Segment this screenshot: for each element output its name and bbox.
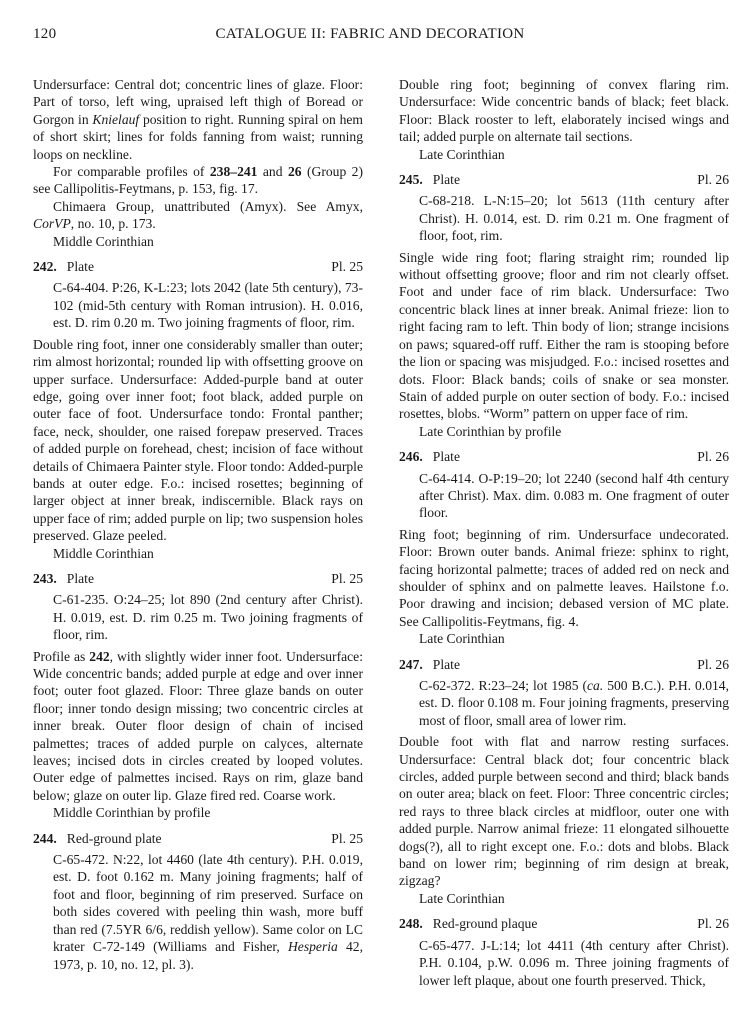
- entry-247-attribution: Late Corinthian: [419, 890, 505, 906]
- entry-title: Red-ground plate: [66, 830, 162, 846]
- entry-248-meta: C-65-477. J-L:14; lot 4411 (4th century after Christ). P.H. 0.104, p.W. 0.096 m. Three joining fragments of lower left plaque, about one fourth preserved. Thick,: [419, 937, 729, 988]
- entry-title: Plate: [66, 259, 94, 275]
- left-column: [33, 76, 363, 973]
- entry-246-heading: [399, 448, 729, 465]
- plate-reference: Pl. 25: [331, 570, 363, 586]
- entry-243-meta: C-61-235. O:24–25; lot 890 (2nd century after Christ). H. 0.019, est. D. rim 0.25 m. Two joining fragments of floor, rim.: [53, 592, 363, 643]
- entry-248-heading: [399, 915, 729, 932]
- entry-244-description: Double ring foot; beginning of convex flaring rim. Undersurface: Wide concentric bands of black; feet black. Floor: Black rooster to left, elaborately incised wings and tail; added purple on alternate tail sections.: [399, 77, 729, 145]
- entry-title: Plate: [432, 172, 460, 188]
- page-number: 120: [33, 26, 57, 42]
- running-title: CATALOGUE II: FABRIC AND DECORATION: [215, 26, 525, 42]
- entry-242-heading: [33, 258, 363, 275]
- entry-244-heading: [33, 830, 363, 847]
- entry-number: 244.: [33, 830, 57, 846]
- plate-reference: Pl. 26: [697, 656, 729, 672]
- running-header: [33, 26, 707, 48]
- entry-number: 246.: [399, 449, 423, 465]
- entry-247-description: Double foot with flat and narrow resting surfaces. Undersurface: Central black dot; four concentric black circles, added purple between second and third; black bands on outer area; black on feet. Floor: Three concentric circles; red rays to three black circles at midfloor, outer one with added purple. Narrow animal frieze: 11 elongated silhouette dogs(?), all to right except one. F.o.: dots and blobs. Black band on lower rim; beginning of rim design at break, zigzag?: [399, 734, 729, 889]
- entry-244-attribution: Late Corinthian: [419, 146, 505, 162]
- entry-246-attribution: Late Corinthian: [419, 631, 505, 647]
- entry-number: 245.: [399, 172, 423, 188]
- right-column: [399, 76, 729, 989]
- entry-247-meta: C-62-372. R:23–24; lot 1985 (ca. 500 B.C.). P.H. 0.014, est. D. floor 0.108 m. Four joining fragments, preserving most of floor, small area of lower rim.: [419, 678, 729, 728]
- entry-number: 248.: [399, 916, 423, 932]
- intro-paragraph-2: For comparable profiles of 238–241 and 26 (Group 2) see Callipolitis-Feytmans, p. 153, fig. 17.: [33, 164, 363, 197]
- entry-243-attribution: Middle Corinthian by profile: [53, 805, 211, 821]
- entry-title: Plate: [66, 570, 94, 586]
- entry-243-heading: [33, 570, 363, 587]
- entry-title: Red-ground plaque: [432, 916, 538, 932]
- intro-attribution: Middle Corinthian: [53, 233, 154, 249]
- plate-reference: Pl. 26: [697, 916, 729, 932]
- entry-number: 243.: [33, 570, 57, 586]
- plate-reference: Pl. 26: [697, 172, 729, 188]
- entry-245-meta: C-68-218. L-N:15–20; lot 5613 (11th century after Christ). H. 0.014, est. D. rim 0.21 m. One fragment of floor, foot, rim.: [419, 193, 729, 244]
- intro-paragraph-1: Undersurface: Central dot; concentric lines of glaze. Floor: Part of torso, left wing, upraised left thigh of Boread or Gorgon in Knielauf position to right. Running spiral on hem of short skirt; lines for folds fanning from waist; running loops on neckline.: [33, 77, 363, 162]
- entry-title: Plate: [432, 656, 460, 672]
- plate-reference: Pl. 25: [331, 259, 363, 275]
- entry-242-description: Double ring foot, inner one considerably smaller than outer; rim almost horizontal; rounded lip with offsetting groove on upper surface. Undersurface: Added-purple band at outer edge, going over inner foot; foot black, added purple on outer face of foot. Undersurface tondo: Frontal panther; face, neck, shoulder, one raised forepaw preserved. Traces of added purple on forehead, chest; incision of face without details of Chimaera Painter style. Floor tondo: Added-purple bands at outer edge. F.o.: incised rosettes; beginning of larger object at inner break, indiscernible. Black rays on upper face of rim; added purple on lip; two suspension holes preserved. Glaze peeled.: [33, 336, 363, 544]
- entry-title: Plate: [432, 449, 460, 465]
- entry-246-meta: C-64-414. O-P:19–20; lot 2240 (second half 4th century after Christ). Max. dim. 0.083 m. One fragment of outer floor.: [419, 470, 729, 521]
- intro-paragraph-3: Chimaera Group, unattributed (Amyx). See Amyx, CorVP, no. 10, p. 173.: [33, 198, 363, 232]
- entry-245-description: Single wide ring foot; flaring straight rim; rounded lip without offsetting groove; floor and rim not clearly offset. Foot and under face of rim black. Undersurface: Two concentric black lines at inner break. Animal frieze: lion to right facing ram to left. Thin body of lion; strange incisions on paws; squared-off ruff. Either the ram is stooping before the lion or spacing was misjudged. F.o.: incised rosettes and dots. Floor: Black bands; coils of snake or sea monster. Stain of added purple on outer section of body. F.o.: incised rosettes, blobs. “Worm” pattern on upper face of rim.: [399, 249, 729, 422]
- entry-number: 247.: [399, 656, 423, 672]
- entry-245-attribution: Late Corinthian by profile: [419, 423, 562, 439]
- entry-245-heading: [399, 171, 729, 188]
- entry-number: 242.: [33, 259, 57, 275]
- entry-247-heading: [399, 656, 729, 673]
- plate-reference: Pl. 26: [697, 449, 729, 465]
- entry-246-description: Ring foot; beginning of rim. Undersurface undecorated. Floor: Brown outer bands. Animal frieze: sphinx to right, facing horizontal palmette; traces of added red on neck and shoulder of sphinx and on palmette leaves. Hailstone f.o. Poor drawing and incision; debased version of MC plate. See Callipolitis-Feytmans, fig. 4.: [399, 526, 729, 629]
- plate-reference: Pl. 25: [331, 830, 363, 846]
- entry-244-meta: C-65-472. N:22, lot 4460 (late 4th century). P.H. 0.019, est. D. foot 0.162 m. Many joining fragments; half of foot and floor, beginning of rim preserved. Surface on both sides covered with peeling thin wash, more buff than red (7.5YR 6/6, reddish yellow). Same color on LC krater C-72-149 (Williams and Fisher, Hesperia 42, 1973, p. 10, no. 12, pl. 3).: [53, 852, 363, 972]
- entry-243-description: Profile as 242, with slightly wider inner foot. Undersurface: Wide concentric bands; added purple at edge and over inner foot; outer foot glazed. Floor: Three glaze bands on outer floor; inner tondo design missing; two concentric circles at inner break. Outer floor design of chain of incised palmettes; traces of added purple on calyces, alternate leaves; incised dots in circles created by looped volutes. Outer edge of palmettes incised. Rays on rim, glaze band below; glaze on outer lip. Glaze fired red. Coarse work.: [33, 648, 363, 803]
- entry-242-meta: C-64-404. P:26, K-L:23; lots 2042 (late 5th century), 73-102 (mid-5th century with Roman intrusion). H. 0.016, est. D. rim 0.20 m. Two joining fragments of floor, rim.: [53, 280, 363, 331]
- entry-242-attribution: Middle Corinthian: [53, 545, 154, 561]
